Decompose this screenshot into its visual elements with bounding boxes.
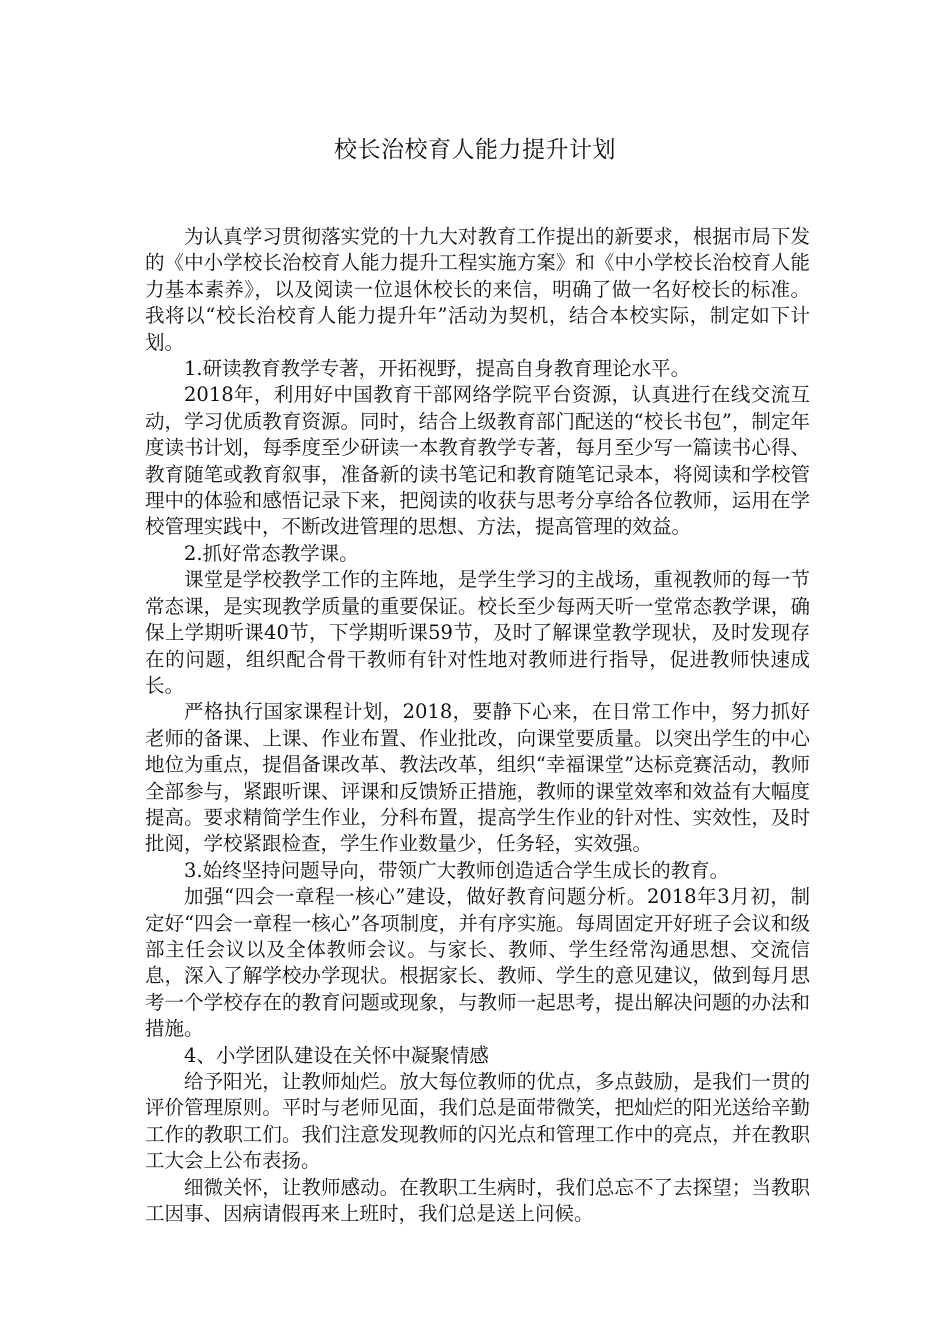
section-2-heading: 2.抓好常态教学课。 (184, 541, 359, 565)
section-4-paragraph-1: 给予阳光，让教师灿烂。放大每位教师的优点，多点鼓励，是我们一贯的评价管理原则。平时与老师见面，我们总是面带微笑，把灿烂的阳光送给辛勤工作的教职工们。我们注意发现教师的闪光点和管理工作中的亮点，并在教职工大会上公布表扬。 (145, 1070, 810, 1173)
section-1-paragraph: 2018年，利用好中国教育干部网络学院平台资源，认真进行在线交流互动，学习优质教育资源。同时，结合上级教育部门配送的“校长书包”，制定年度读书计划，每季度至少研读一本教育教学专著，每月至少写一篇读书心得、教育随笔或教育叙事，准备新的读书笔记和教育随笔记录本，将阅读和学校管理中的体验和感悟记录下来，把阅读的收获与思考分享给各位教师，运用在学校管理实践中，不断改进管理的思想、方法，提高管理的效益。 (145, 383, 810, 539)
section-3-paragraph: 加强“四会一章程一核心”建设，做好教育问题分析。2018年3月初，制定好“四会一章程一核心”各项制度，并有序实施。每周固定开好班子会议和级部主任会议以及全体教师会议。与家长、教师、学生经常沟通思想、交流信息，深入了解学校办学现状。根据家长、教师、学生的意见建议，做到每月思考一个学校存在的教育问题或现象，与教师一起思考，提出解决问题的办法和措施。 (145, 885, 810, 1041)
section-2-paragraph-2: 严格执行国家课程计划，2018，要静下心来，在日常工作中，努力抓好老师的备课、上课、作业布置、作业批改，向课堂要质量。以突出学生的中心地位为重点，提倡备课改革、教法改革，组织“幸福课堂”达标竞赛活动，教师全部参与，紧跟听课、评课和反馈矫正措施，教师的课堂效率和效益有大幅度提高。要求精简学生作业，分科布置，提高学生作业的针对性、实效性，及时批阅，学校紧跟检查，学生作业数量少，任务轻，实效强。 (145, 700, 810, 856)
section-2-paragraph-1: 课堂是学校教学工作的主阵地，是学生学习的主战场，重视教师的每一节常态课，是实现教学质量的重要保证。校长至少每两天听一堂常态教学课，确保上学期听课40节，下学期听课59节，及时了解课堂教学现状，及时发现存在的问题，组织配合骨干教师有针对性地对教师进行指导，促进教师快速成长。 (145, 568, 810, 697)
section-1-heading: 1.研读教育教学专著，开拓视野，提高自身教育理论水平。 (184, 357, 691, 381)
section-3-heading: 3.始终坚持问题导向，带领广大教师创造适合学生成长的教育。 (184, 858, 730, 882)
section-4-heading: 4、小学团队建设在关怀中凝聚情感 (184, 1043, 489, 1067)
section-4-paragraph-2: 细微关怀，让教师感动。在教职工生病时，我们总忘不了去探望；当教职工因事、因病请假再来上班时，我们总是送上问候。 (145, 1175, 810, 1226)
document-title: 校长治校育人能力提升计划 (334, 137, 616, 163)
document-body (145, 224, 810, 1227)
intro-paragraph: 为认真学习贯彻落实党的十九大对教育工作提出的新要求，根据市局下发的《中小学校长治校育人能力提升工程实施方案》和《中小学校长治校育人能力基本素养》，以及阅读一位退休校长的来信，明确了做一名好校长的标准。我将以“校长治校育人能力提升年”活动为契机，结合本校实际，制定如下计划。 (145, 225, 810, 354)
